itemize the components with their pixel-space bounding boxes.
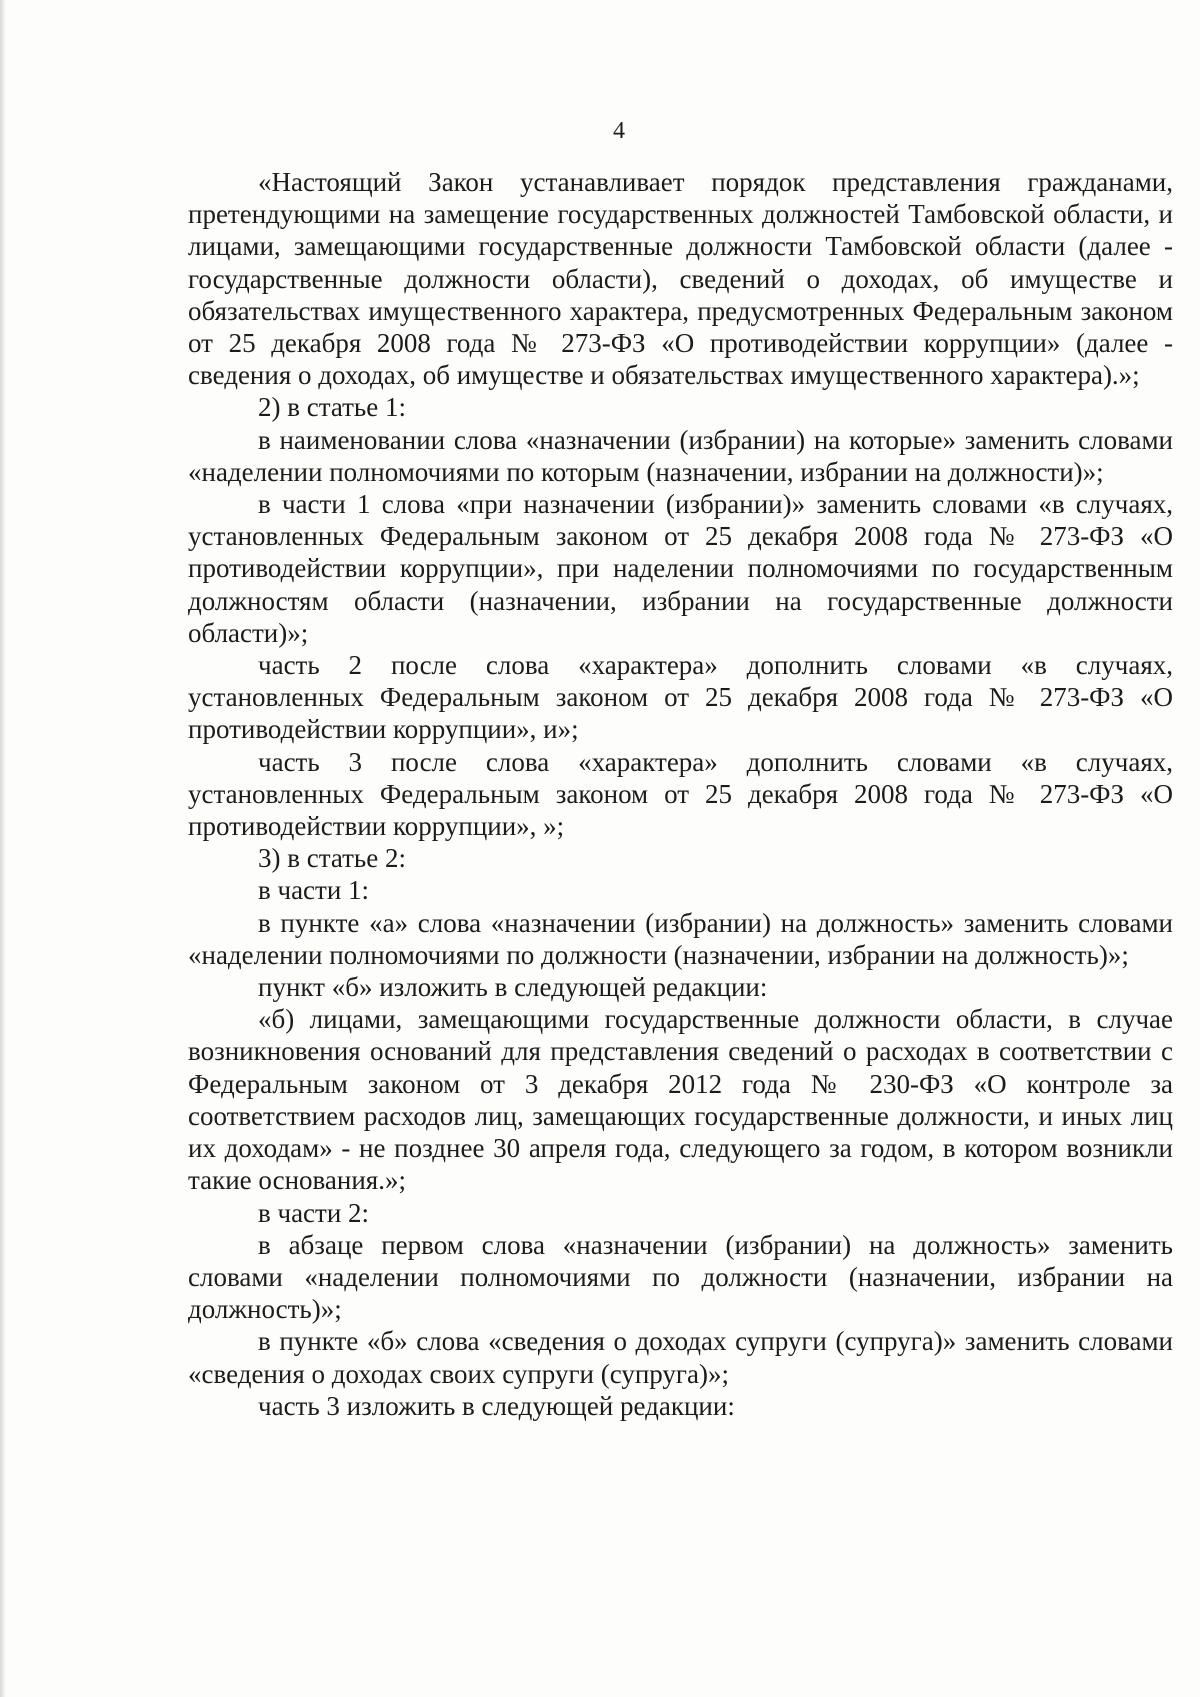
paragraph-point-b-spouse: в пункте «б» слова «сведения о доходах супруги (супруга)» заменить словами «сведения о доходах своих супруги (супруга)»; [188,1326,1173,1389]
paragraph-article-1-part-1: в части 1 слова «при назначении (избрании)» заменить словами «в случаях, установленных Федеральным законом от 25 декабря 2008 года № 273-ФЗ «О противодействии коррупции», при наделении полномочиями по государственным должностям области (назначении, избрании на государственные должности области)»; [188,489,1173,648]
paragraph-article-2-part-1: в части 1: [258,875,370,906]
paragraph-first-subparagraph: в абзаце первом слова «назначении (избрании) на должность» заменить словами «наделении полномочиями по должности (назначении, избрании на должность)»; [188,1229,1173,1325]
document-body [188,166,1173,1422]
paragraph-point-a: в пункте «а» слова «назначении (избрании) на должность» заменить словами «наделении полномочиями по должности (назначении, избрании на должность)»; [188,907,1173,970]
paragraph-article-1-part-3: часть 3 после слова «характера» дополнить словами «в случаях, установленных Федеральным законом от 25 декабря 2008 года № 273-ФЗ «О противодействии коррупции», »; [188,746,1173,842]
paragraph-law-scope: «Настоящий Закон устанавливает порядок представления гражданами, претендующими на замещение государственных должностей Тамбовской области, и лицами, замещающими государственные должности Тамбовской области (далее - государственные должности области), сведений о доходах, об имуществе и обязательствах имущественного характера, предусмотренных Федеральным законом от 25 декабря 2008 года № 273-ФЗ «О противодействии коррупции» (далее - сведения о доходах, об имуществе и обязательствах имущественного характера).»; [188,167,1173,391]
page-number: 4 [613,118,625,144]
paragraph-point-b-intro: пункт «б» изложить в следующей редакции: [258,972,768,1003]
paragraph-article-2-part-2: в части 2: [258,1197,370,1228]
paragraph-point-b-text: «б) лицами, замещающими государственные должности области, в случае возникновения оснований для представления сведений о расходах в соответствии с Федеральным законом от 3 декабря 2012 года № 230-ФЗ «О контроле за соответствием расходов лиц, замещающих государственные должности, и иных лиц их доходам» - не позднее 30 апреля года, следующего за годом, в котором возникли такие основания.»; [188,1004,1173,1196]
scan-edge-shadow [0,0,6,1697]
paragraph-article-1-title: в наименовании слова «назначении (избрании) на которые» заменить словами «наделении полномочиями по которым (назначении, избрании на должности)»; [188,424,1173,487]
paragraph-item-3: 3) в статье 2: [258,843,406,874]
paragraph-part-3-intro: часть 3 изложить в следующей редакции: [258,1390,735,1421]
paragraph-article-1-part-2: часть 2 после слова «характера» дополнить словами «в случаях, установленных Федеральным законом от 25 декабря 2008 года № 273-ФЗ «О противодействии коррупции», и»; [188,650,1173,745]
paragraph-item-2: 2) в статье 1: [258,392,406,423]
